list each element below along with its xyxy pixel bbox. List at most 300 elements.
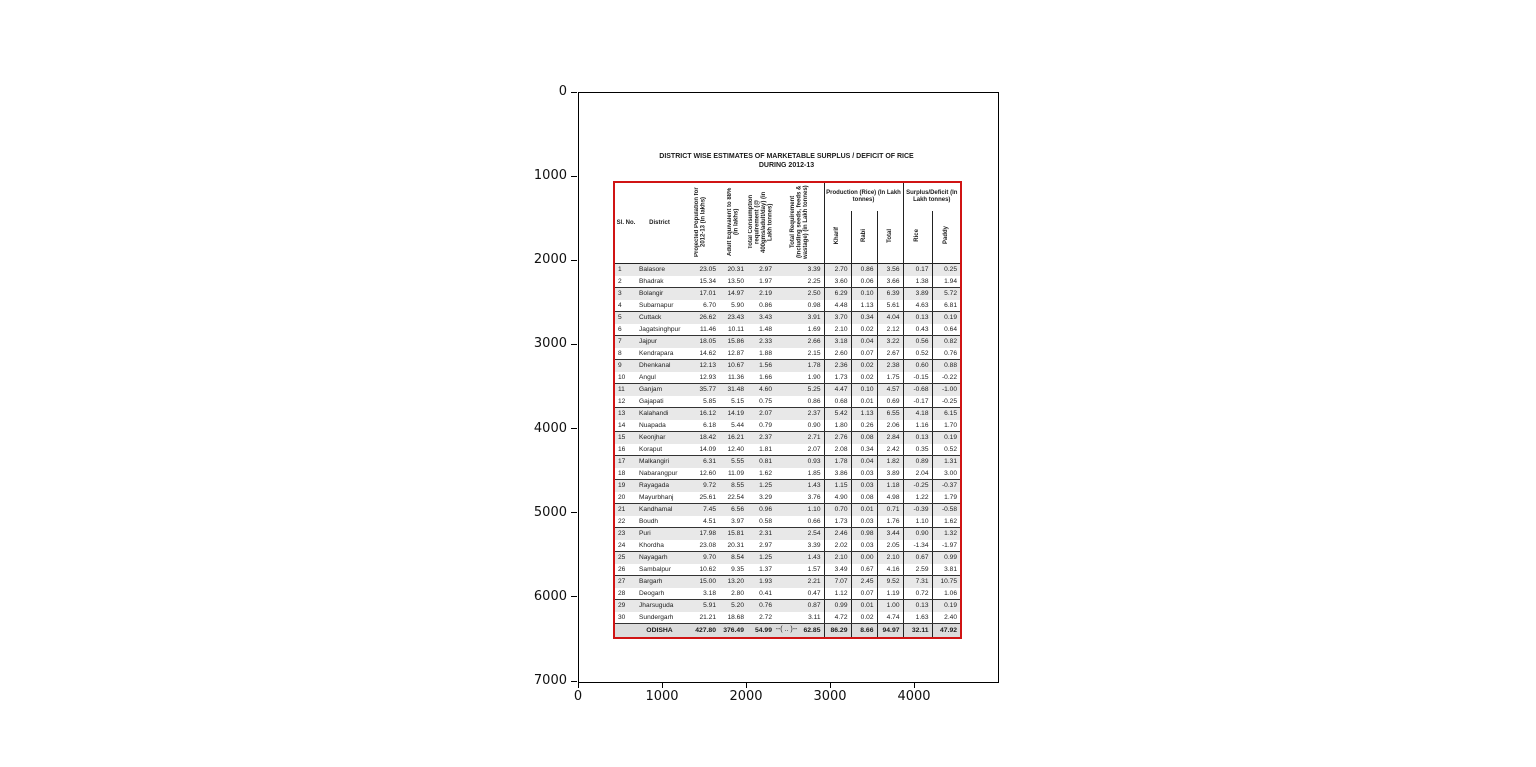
- surplus-deficit-table: [613, 181, 962, 639]
- cell-consumption: 1.88: [747, 348, 775, 360]
- cell-surplus-paddy: -1.97: [932, 540, 961, 552]
- cell-adult-equivalent: 5.55: [719, 456, 747, 468]
- header-rabi: [851, 211, 877, 264]
- table-row: [614, 612, 961, 624]
- cell-sl-no: 27: [614, 576, 637, 588]
- cell-rabi: 0.98: [851, 528, 877, 540]
- cell-requirement: 0.66: [775, 516, 824, 528]
- cell-production-total: 3.89: [877, 468, 903, 480]
- cell-consumption: 0.81: [747, 456, 775, 468]
- cell-adult-equivalent: 9.35: [719, 564, 747, 576]
- cell-kharif: 2.02: [824, 540, 851, 552]
- cell-sl-no: 25: [614, 552, 637, 564]
- cell-consumption: 1.62: [747, 468, 775, 480]
- cell-district: Khordha: [637, 540, 682, 552]
- cell-rabi: 0.00: [851, 552, 877, 564]
- cell-district: Mayurbhanj: [637, 492, 682, 504]
- cell-production-total: 2.84: [877, 432, 903, 444]
- cell-adult-equivalent: 10.11: [719, 324, 747, 336]
- cell-production-total: 3.66: [877, 276, 903, 288]
- header-total: [877, 211, 903, 264]
- table-row: [614, 468, 961, 480]
- cell-consumption: 1.66: [747, 372, 775, 384]
- cell-requirement: 2.25: [775, 276, 824, 288]
- cell-requirement: 2.54: [775, 528, 824, 540]
- cell-adult-equivalent: 31.48: [719, 384, 747, 396]
- x-axis-tick-label: 0: [573, 689, 583, 704]
- cell-sl-no: 23: [614, 528, 637, 540]
- cell-surplus-paddy: -1.00: [932, 384, 961, 396]
- cell-district: Balasore: [637, 264, 682, 276]
- cell-surplus-rice: 2.04: [903, 468, 932, 480]
- cell-production-total: 1.00: [877, 600, 903, 612]
- cell-kharif: 2.10: [824, 552, 851, 564]
- cell-production-total: 4.98: [877, 492, 903, 504]
- cell-adult-equivalent: 8.54: [719, 552, 747, 564]
- cell-production-total: 1.75: [877, 372, 903, 384]
- cell-rabi: 0.02: [851, 372, 877, 384]
- x-axis-tick: [914, 682, 915, 688]
- cell-production-total: 6.39: [877, 288, 903, 300]
- cell-production-total: 0.71: [877, 504, 903, 516]
- cell-requirement: 1.69: [775, 324, 824, 336]
- cell-district: Dhenkanal: [637, 360, 682, 372]
- cell-kharif: 2.36: [824, 360, 851, 372]
- cell-requirement: 2.71: [775, 432, 824, 444]
- cell-rabi: 0.34: [851, 444, 877, 456]
- header-total-text: Total: [886, 228, 893, 243]
- cell-surplus-rice: 0.60: [903, 360, 932, 372]
- cell-consumption: 0.58: [747, 516, 775, 528]
- header-kharif-text: Kharif: [834, 226, 841, 245]
- cell-population: 35.77: [682, 384, 719, 396]
- cell-surplus-paddy: 0.82: [932, 336, 961, 348]
- cell-adult-equivalent: 16.21: [719, 432, 747, 444]
- header-total-consumption-text: Total Consumption requirement (@ 400gms/adult/day) (in Lakh tonnes): [748, 190, 774, 253]
- cell-adult-equivalent: 14.19: [719, 408, 747, 420]
- cell-surplus-paddy: 3.81: [932, 564, 961, 576]
- cell-kharif: 3.49: [824, 564, 851, 576]
- cell-sl-no: 30: [614, 612, 637, 624]
- cell-requirement: 1.10: [775, 504, 824, 516]
- table-row: [614, 444, 961, 456]
- cell-kharif: 0.70: [824, 504, 851, 516]
- cell-surplus-rice: 0.13: [903, 312, 932, 324]
- total-cell-consumption: 54.99: [747, 624, 775, 639]
- cell-population: 4.51: [682, 516, 719, 528]
- cell-population: 25.61: [682, 492, 719, 504]
- table-row: [614, 516, 961, 528]
- cell-production-total: 2.10: [877, 552, 903, 564]
- cell-sl-no: 1: [614, 264, 637, 276]
- header-total-consumption: [747, 182, 775, 264]
- y-axis-tick-label: 7000: [533, 673, 567, 688]
- table-row: [614, 372, 961, 384]
- cell-population: 6.31: [682, 456, 719, 468]
- cell-consumption: 1.93: [747, 576, 775, 588]
- cell-production-total: 2.42: [877, 444, 903, 456]
- cell-kharif: 4.90: [824, 492, 851, 504]
- cell-production-total: 4.74: [877, 612, 903, 624]
- cell-surplus-paddy: 0.99: [932, 552, 961, 564]
- cell-surplus-paddy: 1.79: [932, 492, 961, 504]
- cell-district: Jagatsinghpur: [637, 324, 682, 336]
- cell-requirement: 1.57: [775, 564, 824, 576]
- cell-sl-no: 11: [614, 384, 637, 396]
- cell-sl-no: 24: [614, 540, 637, 552]
- cell-production-total: 1.76: [877, 516, 903, 528]
- cell-requirement: 2.50: [775, 288, 824, 300]
- cell-surplus-paddy: 3.00: [932, 468, 961, 480]
- cell-rabi: 0.07: [851, 348, 877, 360]
- cell-consumption: 1.25: [747, 480, 775, 492]
- cell-surplus-paddy: 0.76: [932, 348, 961, 360]
- cell-consumption: 2.31: [747, 528, 775, 540]
- cell-production-total: 4.16: [877, 564, 903, 576]
- cell-sl-no: 9: [614, 360, 637, 372]
- cell-rabi: 0.02: [851, 612, 877, 624]
- y-axis-tick-label: 0: [558, 84, 567, 99]
- cell-production-total: 1.18: [877, 480, 903, 492]
- cell-adult-equivalent: 20.31: [719, 540, 747, 552]
- cell-adult-equivalent: 23.43: [719, 312, 747, 324]
- cell-consumption: 2.37: [747, 432, 775, 444]
- cell-population: 11.46: [682, 324, 719, 336]
- table-row: [614, 576, 961, 588]
- x-axis-tick-label: 2000: [729, 689, 763, 704]
- cell-adult-equivalent: 15.81: [719, 528, 747, 540]
- total-cell-requirement: 62.85: [775, 624, 824, 639]
- cell-surplus-rice: 3.89: [903, 288, 932, 300]
- cell-surplus-rice: 1.22: [903, 492, 932, 504]
- cell-production-total: 4.57: [877, 384, 903, 396]
- cell-requirement: 3.39: [775, 540, 824, 552]
- cell-requirement: 0.93: [775, 456, 824, 468]
- cell-requirement: 0.87: [775, 600, 824, 612]
- header-total-requirement: [775, 182, 824, 264]
- cell-production-total: 2.67: [877, 348, 903, 360]
- cell-kharif: 1.73: [824, 372, 851, 384]
- cell-kharif: 3.86: [824, 468, 851, 480]
- cell-surplus-rice: 0.56: [903, 336, 932, 348]
- cell-district: Malkangiri: [637, 456, 682, 468]
- cell-surplus-rice: 0.72: [903, 588, 932, 600]
- table-row: [614, 324, 961, 336]
- cell-surplus-paddy: -0.37: [932, 480, 961, 492]
- cell-district: Subarnapur: [637, 300, 682, 312]
- cell-consumption: 2.97: [747, 540, 775, 552]
- cell-population: 10.62: [682, 564, 719, 576]
- cell-consumption: 0.96: [747, 504, 775, 516]
- table-row: [614, 384, 961, 396]
- cell-consumption: 3.43: [747, 312, 775, 324]
- cell-kharif: 4.47: [824, 384, 851, 396]
- cell-consumption: 4.60: [747, 384, 775, 396]
- cell-surplus-paddy: 0.88: [932, 360, 961, 372]
- cell-production-total: 1.19: [877, 588, 903, 600]
- cell-population: 5.91: [682, 600, 719, 612]
- cell-district: Kandhamal: [637, 504, 682, 516]
- document-title-line2: DURING 2012-13: [758, 162, 815, 169]
- cell-kharif: 1.80: [824, 420, 851, 432]
- y-axis-tick-label: 4000: [533, 420, 567, 436]
- total-cell-adult-equivalent: 376.49: [719, 624, 747, 639]
- cell-rabi: 0.03: [851, 516, 877, 528]
- cell-production-total: 5.61: [877, 300, 903, 312]
- total-cell-district: ODISHA: [637, 624, 682, 639]
- cell-sl-no: 15: [614, 432, 637, 444]
- cell-surplus-paddy: 0.19: [932, 600, 961, 612]
- header-paddy: [932, 211, 961, 264]
- cell-district: Kalahandi: [637, 408, 682, 420]
- cell-requirement: 3.76: [775, 492, 824, 504]
- cell-sl-no: 6: [614, 324, 637, 336]
- cell-rabi: 1.13: [851, 408, 877, 420]
- x-axis-tick-label: 1000: [645, 689, 679, 704]
- cell-rabi: 2.45: [851, 576, 877, 588]
- cell-adult-equivalent: 2.80: [719, 588, 747, 600]
- header-district: District: [649, 219, 670, 226]
- cell-surplus-paddy: 1.32: [932, 528, 961, 540]
- total-cell-production-total: 94.97: [877, 624, 903, 639]
- cell-sl-no: 5: [614, 312, 637, 324]
- table-row: [614, 588, 961, 600]
- cell-surplus-rice: 4.18: [903, 408, 932, 420]
- cell-consumption: 0.79: [747, 420, 775, 432]
- cell-rabi: 0.01: [851, 504, 877, 516]
- cell-rabi: 0.03: [851, 480, 877, 492]
- cell-adult-equivalent: 5.44: [719, 420, 747, 432]
- cell-requirement: 3.91: [775, 312, 824, 324]
- cell-sl-no: 8: [614, 348, 637, 360]
- cell-adult-equivalent: 22.54: [719, 492, 747, 504]
- table-row: [614, 288, 961, 300]
- y-axis-tick: [571, 344, 577, 345]
- cell-requirement: 1.43: [775, 552, 824, 564]
- cell-kharif: 2.76: [824, 432, 851, 444]
- y-axis-tick-label: 2000: [533, 252, 567, 268]
- header-production-group: Production (Rice) (In Lakh tonnes): [824, 182, 903, 211]
- cell-requirement: 1.43: [775, 480, 824, 492]
- cell-kharif: 4.48: [824, 300, 851, 312]
- y-axis-tick-label: 6000: [533, 588, 567, 604]
- table-row: [614, 504, 961, 516]
- y-axis-tick: [571, 260, 577, 261]
- cell-consumption: 2.97: [747, 264, 775, 276]
- cell-adult-equivalent: 18.68: [719, 612, 747, 624]
- cell-population: 15.00: [682, 576, 719, 588]
- header-surplus-deficit-group: Surplus/Deficit (In Lakh tonnes): [903, 182, 961, 211]
- cell-population: 18.42: [682, 432, 719, 444]
- cell-surplus-paddy: 6.81: [932, 300, 961, 312]
- cell-population: 16.12: [682, 408, 719, 420]
- cell-production-total: 3.44: [877, 528, 903, 540]
- cell-adult-equivalent: 20.31: [719, 264, 747, 276]
- cell-population: 15.34: [682, 276, 719, 288]
- cell-requirement: 0.47: [775, 588, 824, 600]
- table-row: [614, 408, 961, 420]
- total-cell-population: 427.80: [682, 624, 719, 639]
- cell-surplus-rice: 0.52: [903, 348, 932, 360]
- cell-adult-equivalent: 12.87: [719, 348, 747, 360]
- cell-district: Gajapati: [637, 396, 682, 408]
- header-sl-no: Sl. No.: [616, 219, 636, 226]
- cell-rabi: 0.10: [851, 384, 877, 396]
- cell-surplus-rice: 1.10: [903, 516, 932, 528]
- table-row: [614, 456, 961, 468]
- cell-kharif: 2.46: [824, 528, 851, 540]
- cell-consumption: 2.07: [747, 408, 775, 420]
- cell-consumption: 1.81: [747, 444, 775, 456]
- cell-surplus-rice: -0.15: [903, 372, 932, 384]
- cell-requirement: 2.21: [775, 576, 824, 588]
- cell-kharif: 3.18: [824, 336, 851, 348]
- cell-population: 12.93: [682, 372, 719, 384]
- cell-adult-equivalent: 6.56: [719, 504, 747, 516]
- cell-population: 17.01: [682, 288, 719, 300]
- cell-rabi: 0.10: [851, 288, 877, 300]
- x-axis-tick-label: 3000: [813, 689, 847, 704]
- cell-kharif: 1.15: [824, 480, 851, 492]
- cell-district: Sundergarh: [637, 612, 682, 624]
- cell-adult-equivalent: 5.15: [719, 396, 747, 408]
- cell-production-total: 2.12: [877, 324, 903, 336]
- cell-surplus-rice: 0.13: [903, 432, 932, 444]
- cell-adult-equivalent: 12.40: [719, 444, 747, 456]
- cell-district: Keonjhar: [637, 432, 682, 444]
- cell-consumption: 3.29: [747, 492, 775, 504]
- cell-surplus-rice: 7.31: [903, 576, 932, 588]
- cell-population: 14.09: [682, 444, 719, 456]
- cell-requirement: 0.98: [775, 300, 824, 312]
- cell-sl-no: 13: [614, 408, 637, 420]
- cell-requirement: 2.07: [775, 444, 824, 456]
- cell-rabi: 0.26: [851, 420, 877, 432]
- cell-production-total: 2.06: [877, 420, 903, 432]
- cell-consumption: 1.25: [747, 552, 775, 564]
- table-row: [614, 360, 961, 372]
- cell-surplus-paddy: 5.72: [932, 288, 961, 300]
- cell-surplus-paddy: 0.64: [932, 324, 961, 336]
- cell-surplus-rice: -0.39: [903, 504, 932, 516]
- cell-district: Angul: [637, 372, 682, 384]
- cell-kharif: 3.70: [824, 312, 851, 324]
- cell-production-total: 9.52: [877, 576, 903, 588]
- x-axis-tick: [746, 682, 747, 688]
- cell-production-total: 2.38: [877, 360, 903, 372]
- table-row: [614, 480, 961, 492]
- cell-district: Koraput: [637, 444, 682, 456]
- cell-population: 26.62: [682, 312, 719, 324]
- cell-surplus-paddy: 1.31: [932, 456, 961, 468]
- cell-district: Ganjam: [637, 384, 682, 396]
- cell-adult-equivalent: 13.20: [719, 576, 747, 588]
- cell-surplus-rice: 0.43: [903, 324, 932, 336]
- x-axis-tick-label: 4000: [897, 689, 931, 704]
- cell-adult-equivalent: 5.90: [719, 300, 747, 312]
- cell-sl-no: 26: [614, 564, 637, 576]
- cell-rabi: 0.03: [851, 468, 877, 480]
- y-axis-tick: [571, 681, 577, 682]
- cell-consumption: 1.56: [747, 360, 775, 372]
- cell-consumption: 0.86: [747, 300, 775, 312]
- cell-rabi: 0.08: [851, 492, 877, 504]
- table-row: [614, 552, 961, 564]
- table-row: [614, 276, 961, 288]
- cell-rabi: 0.67: [851, 564, 877, 576]
- cell-surplus-paddy: 0.25: [932, 264, 961, 276]
- cell-sl-no: 2: [614, 276, 637, 288]
- x-axis-tick: [578, 682, 579, 688]
- y-axis-tick: [571, 512, 577, 513]
- cell-kharif: 2.70: [824, 264, 851, 276]
- cell-population: 7.45: [682, 504, 719, 516]
- cell-production-total: 2.05: [877, 540, 903, 552]
- cell-adult-equivalent: 14.97: [719, 288, 747, 300]
- cell-surplus-rice: 0.17: [903, 264, 932, 276]
- cell-production-total: 4.04: [877, 312, 903, 324]
- header-projected-population-text: Projected Population for 2012-13 (in lakhs): [694, 186, 707, 257]
- cell-sl-no: 12: [614, 396, 637, 408]
- cell-adult-equivalent: 11.36: [719, 372, 747, 384]
- document-title-line1: DISTRICT WISE ESTIMATES OF MARKETABLE SURPLUS / DEFICIT OF RICE: [659, 153, 914, 160]
- cell-district: Jajpur: [637, 336, 682, 348]
- cell-adult-equivalent: 3.97: [719, 516, 747, 528]
- cell-kharif: 1.78: [824, 456, 851, 468]
- cell-surplus-rice: 1.63: [903, 612, 932, 624]
- y-axis-tick-label: 3000: [533, 336, 567, 352]
- cell-rabi: 0.02: [851, 360, 877, 372]
- y-axis-tick: [571, 428, 577, 429]
- cell-kharif: 4.72: [824, 612, 851, 624]
- table-row: [614, 348, 961, 360]
- cell-surplus-paddy: -0.22: [932, 372, 961, 384]
- cell-sl-no: 3: [614, 288, 637, 300]
- cell-population: 23.05: [682, 264, 719, 276]
- header-rice: [903, 211, 932, 264]
- cell-population: 12.13: [682, 360, 719, 372]
- header-paddy-text: Paddy: [943, 226, 950, 245]
- table-row: [614, 420, 961, 432]
- cell-surplus-paddy: 0.19: [932, 312, 961, 324]
- cell-surplus-paddy: 1.94: [932, 276, 961, 288]
- cell-population: 9.72: [682, 480, 719, 492]
- cell-rabi: 0.01: [851, 396, 877, 408]
- cell-surplus-paddy: 0.52: [932, 444, 961, 456]
- cell-kharif: 1.12: [824, 588, 851, 600]
- cell-district: Bhadrak: [637, 276, 682, 288]
- total-cell-kharif: 86.29: [824, 624, 851, 639]
- cell-production-total: 3.22: [877, 336, 903, 348]
- cell-rabi: 0.86: [851, 264, 877, 276]
- cell-production-total: 6.55: [877, 408, 903, 420]
- cell-adult-equivalent: 11.09: [719, 468, 747, 480]
- cell-adult-equivalent: 15.86: [719, 336, 747, 348]
- y-axis-tick-label: 1000: [533, 168, 567, 184]
- cell-surplus-paddy: 1.70: [932, 420, 961, 432]
- cell-consumption: 2.72: [747, 612, 775, 624]
- cell-requirement: 3.11: [775, 612, 824, 624]
- cell-population: 17.98: [682, 528, 719, 540]
- cell-surplus-rice: 1.16: [903, 420, 932, 432]
- cell-district: Kendrapara: [637, 348, 682, 360]
- cell-sl-no: 7: [614, 336, 637, 348]
- cell-surplus-paddy: 10.75: [932, 576, 961, 588]
- cell-district: Nayagarh: [637, 552, 682, 564]
- cell-surplus-rice: 0.13: [903, 600, 932, 612]
- cell-kharif: 6.29: [824, 288, 851, 300]
- cell-population: 18.05: [682, 336, 719, 348]
